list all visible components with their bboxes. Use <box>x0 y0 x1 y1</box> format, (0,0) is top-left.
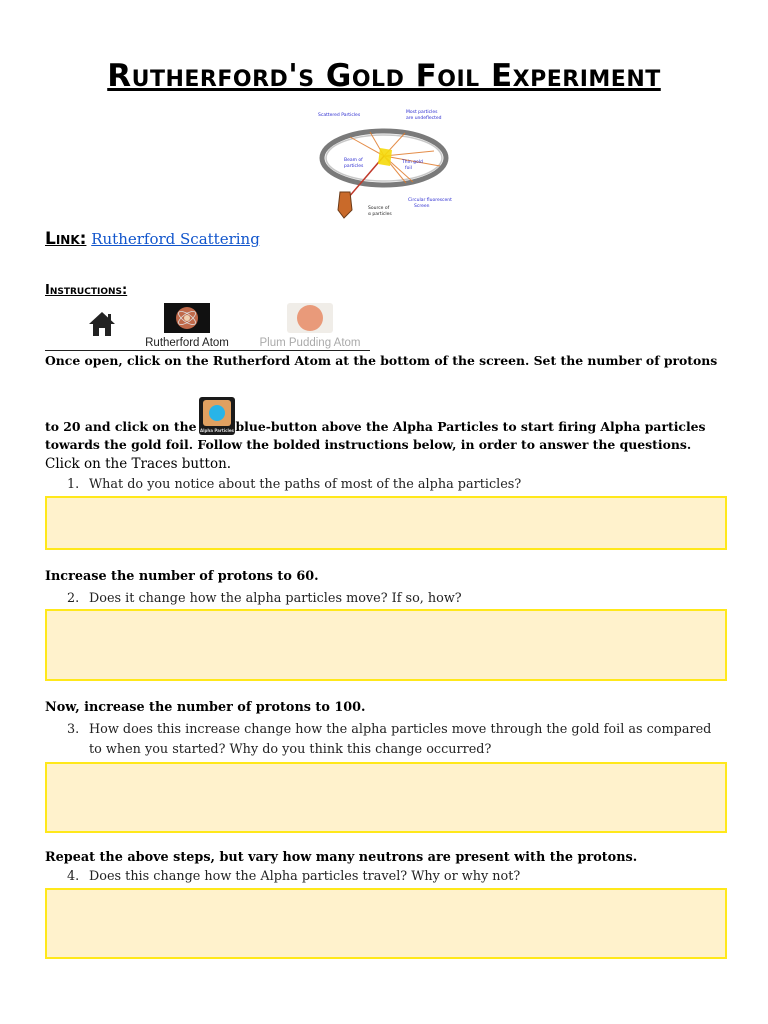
answer-box-3[interactable] <box>45 762 727 833</box>
home-icon[interactable] <box>87 309 117 339</box>
alpha-particles-button-icon <box>199 397 235 435</box>
rutherford-scattering-link[interactable]: Rutherford Scattering <box>91 230 260 248</box>
step-heading: Increase the number of protons to 60. <box>45 569 319 584</box>
diagram-label: particles <box>344 164 364 169</box>
diagram-label: Screen <box>414 204 430 209</box>
diagram-label: Circular fluorescent <box>408 198 452 203</box>
page-title: Rutherford's Gold Foil Experiment <box>107 58 661 94</box>
step-heading: Click on the Traces button. <box>45 456 232 472</box>
rutherford-atom-icon <box>164 303 210 333</box>
answer-box-4[interactable] <box>45 888 727 959</box>
question-number: 1. <box>67 477 80 492</box>
diagram-label: are undeflected <box>406 116 442 121</box>
instruction-paragraph-2 <box>45 397 745 454</box>
link-label: Link: <box>45 229 87 249</box>
diagram-label: Scattered Particles <box>318 113 361 118</box>
instruction-text: to 20 and click on the <box>45 419 197 434</box>
step-heading: Repeat the above steps, but vary how many neutrons are present with the protons. <box>45 850 638 865</box>
diagram-label: foil <box>405 166 412 171</box>
plum-pudding-atom-button[interactable] <box>250 303 370 349</box>
question-text: Does this change how the Alpha particles travel? Why or why not? <box>89 869 521 884</box>
question-text: What do you notice about the paths of most of the alpha particles? <box>89 477 522 492</box>
instruction-text: towards the gold foil. Follow the bolded instructions below, in order to answer the questions. <box>45 437 692 452</box>
question-2 <box>67 589 727 609</box>
diagram-label: α particles <box>368 212 392 217</box>
gold-foil-diagram <box>310 106 460 222</box>
sim-toolbar <box>45 300 370 351</box>
question-number: 4. <box>67 869 80 884</box>
answer-box-2[interactable] <box>45 609 727 681</box>
diagram-label: Most particles <box>406 110 438 115</box>
rutherford-atom-button[interactable] <box>139 303 235 349</box>
question-number: 3. <box>67 722 80 737</box>
question-text: Does it change how the alpha particles move? If so, how? <box>89 591 462 606</box>
rutherford-atom-label: Rutherford Atom <box>145 337 229 349</box>
answer-box-1[interactable] <box>45 496 727 550</box>
question-4 <box>67 867 727 887</box>
question-number: 2. <box>67 591 80 606</box>
diagram-label: Thin gold <box>402 160 423 165</box>
plum-pudding-atom-label: Plum Pudding Atom <box>259 337 361 349</box>
question-1 <box>67 475 727 495</box>
link-row <box>45 229 260 249</box>
diagram-label: Beam of <box>344 158 363 163</box>
instructions-heading: Instructions: <box>45 283 128 298</box>
question-3 <box>67 720 727 760</box>
question-text: How does this increase change how the alpha particles move through the gold foil as compared to when you started? Why do you think this change occurred? <box>89 722 712 757</box>
diagram-label: Source of <box>368 206 390 211</box>
alpha-particles-label: Alpha Particles <box>200 428 235 433</box>
instruction-text: blue-button above the Alpha Particles to start firing Alpha particles <box>235 419 706 434</box>
step-heading: Now, increase the number of protons to 100. <box>45 700 366 715</box>
instruction-paragraph-1: Once open, click on the Rutherford Atom at the bottom of the screen. Set the number of protons <box>45 353 718 368</box>
plum-pudding-atom-icon <box>287 303 333 333</box>
